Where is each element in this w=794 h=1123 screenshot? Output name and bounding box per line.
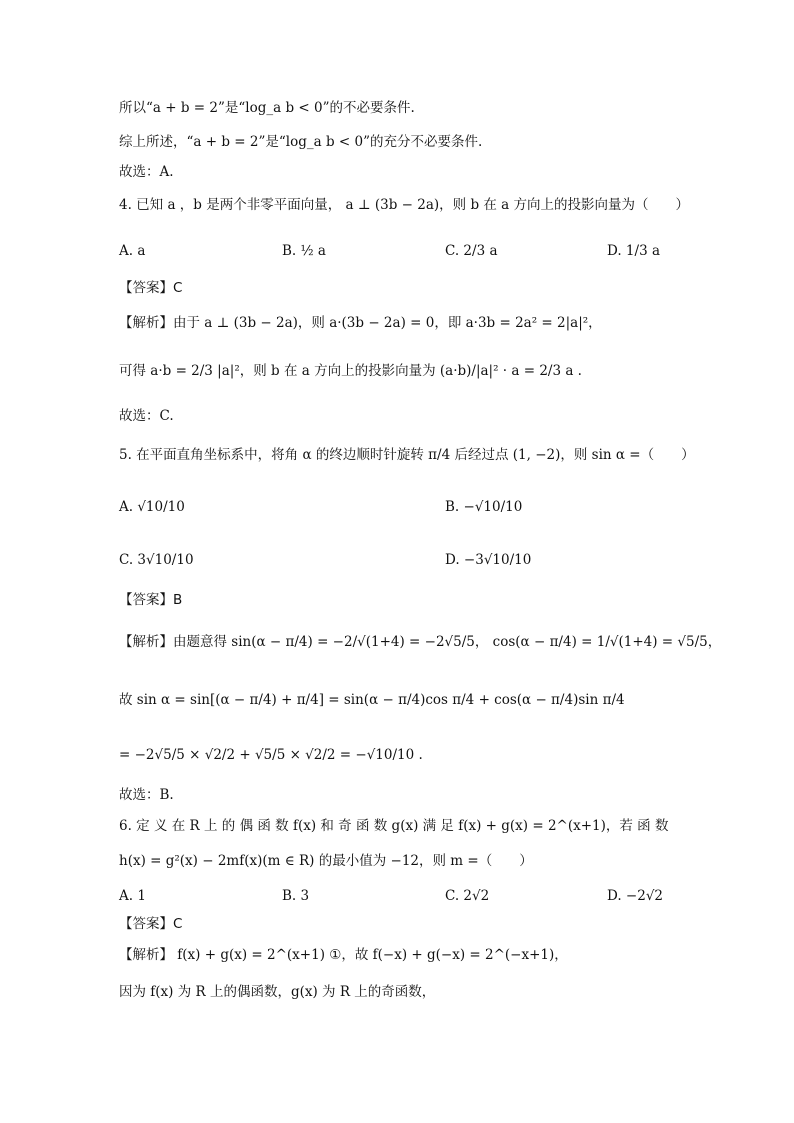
text-line: 综上所述，“a + b = 2”是“log_a b < 0”的充分不必要条件. xyxy=(119,134,483,150)
q6-option-b: B. 3 xyxy=(282,888,310,904)
text-line: 故选：A. xyxy=(119,164,174,180)
question-6-line-1: 6. 定 义 在 R 上 的 偶 函 数 f(x) 和 奇 函 数 g(x) 满 足 f(x) + g(x) = 2^(x+1)，若 函 数 xyxy=(119,818,669,834)
question-5: 5. 在平面直角坐标系中，将角 α 的终边顺时针旋转 π/4 后经过点 (1, −2)，则 sin α =（ ） xyxy=(119,447,695,463)
q4-answer: 【答案】C xyxy=(119,280,183,296)
q5-option-c: C. 3√10/10 xyxy=(119,552,194,568)
q4-option-a: A. a xyxy=(119,243,146,259)
question-6-line-2: h(x) = g²(x) − 2mf(x)(m ∈ R) 的最小值为 −12，则 m =（ ） xyxy=(119,853,533,869)
q6-option-d: D. −2√2 xyxy=(607,888,664,904)
q6-answer: 【答案】C xyxy=(119,916,183,932)
q6-solution-2: 因为 f(x) 为 R 上的偶函数，g(x) 为 R 上的奇函数， xyxy=(119,984,436,1000)
q5-option-a: A. √10/10 xyxy=(119,499,185,515)
q4-conclusion: 故选：C. xyxy=(119,408,174,424)
q4-option-b: B. ½ a xyxy=(282,243,326,259)
q6-solution-1: 【解析】 f(x) + g(x) = 2^(x+1) ①，故 f(−x) + g(−x) = 2^(−x+1)， xyxy=(119,947,568,963)
q6-option-c: C. 2√2 xyxy=(445,888,490,904)
q5-conclusion: 故选：B. xyxy=(119,787,174,803)
q4-solution-1: 【解析】由于 a ⊥ (3b − 2a)，则 a·(3b − 2a) = 0，即 a·3b = 2a² = 2|a|²， xyxy=(119,315,602,331)
q6-option-a: A. 1 xyxy=(119,888,146,904)
question-4: 4. 已知 a ，b 是两个非零平面向量， a ⊥ (3b − 2a)，则 b 在 a 方向上的投影向量为（ ） xyxy=(119,197,690,213)
q4-option-d: D. 1/3 a xyxy=(607,243,660,259)
q4-option-c: C. 2/3 a xyxy=(445,243,498,259)
q5-option-b: B. −√10/10 xyxy=(445,499,523,515)
q4-solution-2: 可得 a·b = 2/3 |a|²，则 b 在 a 方向上的投影向量为 (a·b)/|a|² · a = 2/3 a . xyxy=(119,363,582,379)
q5-answer: 【答案】B xyxy=(119,592,183,608)
q5-solution-3: = −2√5/5 × √2/2 + √5/5 × √2/2 = −√10/10 . xyxy=(119,747,423,763)
q5-option-d: D. −3√10/10 xyxy=(445,552,532,568)
q5-solution-1: 【解析】由题意得 sin(α − π/4) = −2/√(1+4) = −2√5/5， cos(α − π/4) = 1/√(1+4) = √5/5， xyxy=(119,634,722,650)
text-line: 所以“a + b = 2”是“log_a b < 0”的不必要条件. xyxy=(119,100,415,116)
q5-solution-2: 故 sin α = sin[(α − π/4) + π/4] = sin(α − π/4)cos π/4 + cos(α − π/4)sin π/4 xyxy=(119,692,625,708)
